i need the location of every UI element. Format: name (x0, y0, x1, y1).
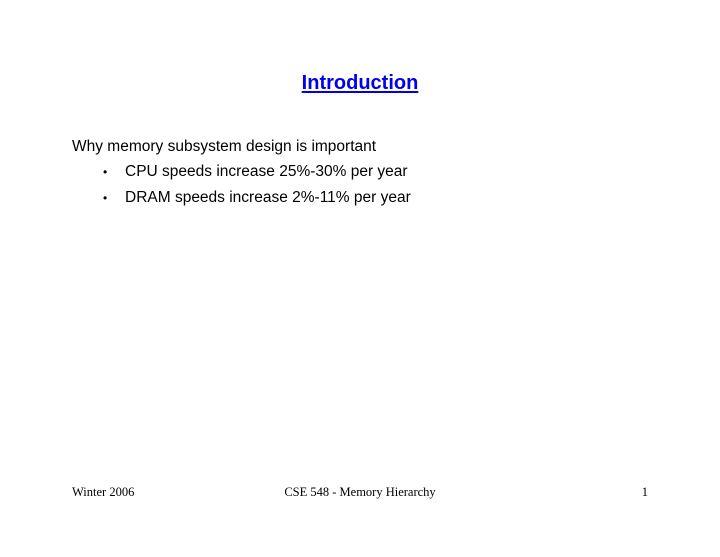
list-item (100, 162, 411, 182)
bullet-icon: • (103, 165, 108, 179)
footer-course-title: CSE 548 - Memory Hierarchy (284, 485, 436, 499)
title-link[interactable]: Introduction (301, 72, 419, 94)
bullet-icon: • (103, 191, 108, 205)
slide-title (0, 70, 720, 96)
footer-page-number: 1 (641, 485, 648, 499)
bullet-list (100, 162, 411, 214)
bullet-text: CPU speeds increase 25%-30% per year (125, 163, 408, 180)
list-item (100, 188, 411, 208)
footer-date: Winter 2006 (72, 485, 135, 499)
bullet-text: DRAM speeds increase 2%-11% per year (125, 189, 411, 206)
body-heading: Why memory subsystem design is important (72, 138, 377, 155)
